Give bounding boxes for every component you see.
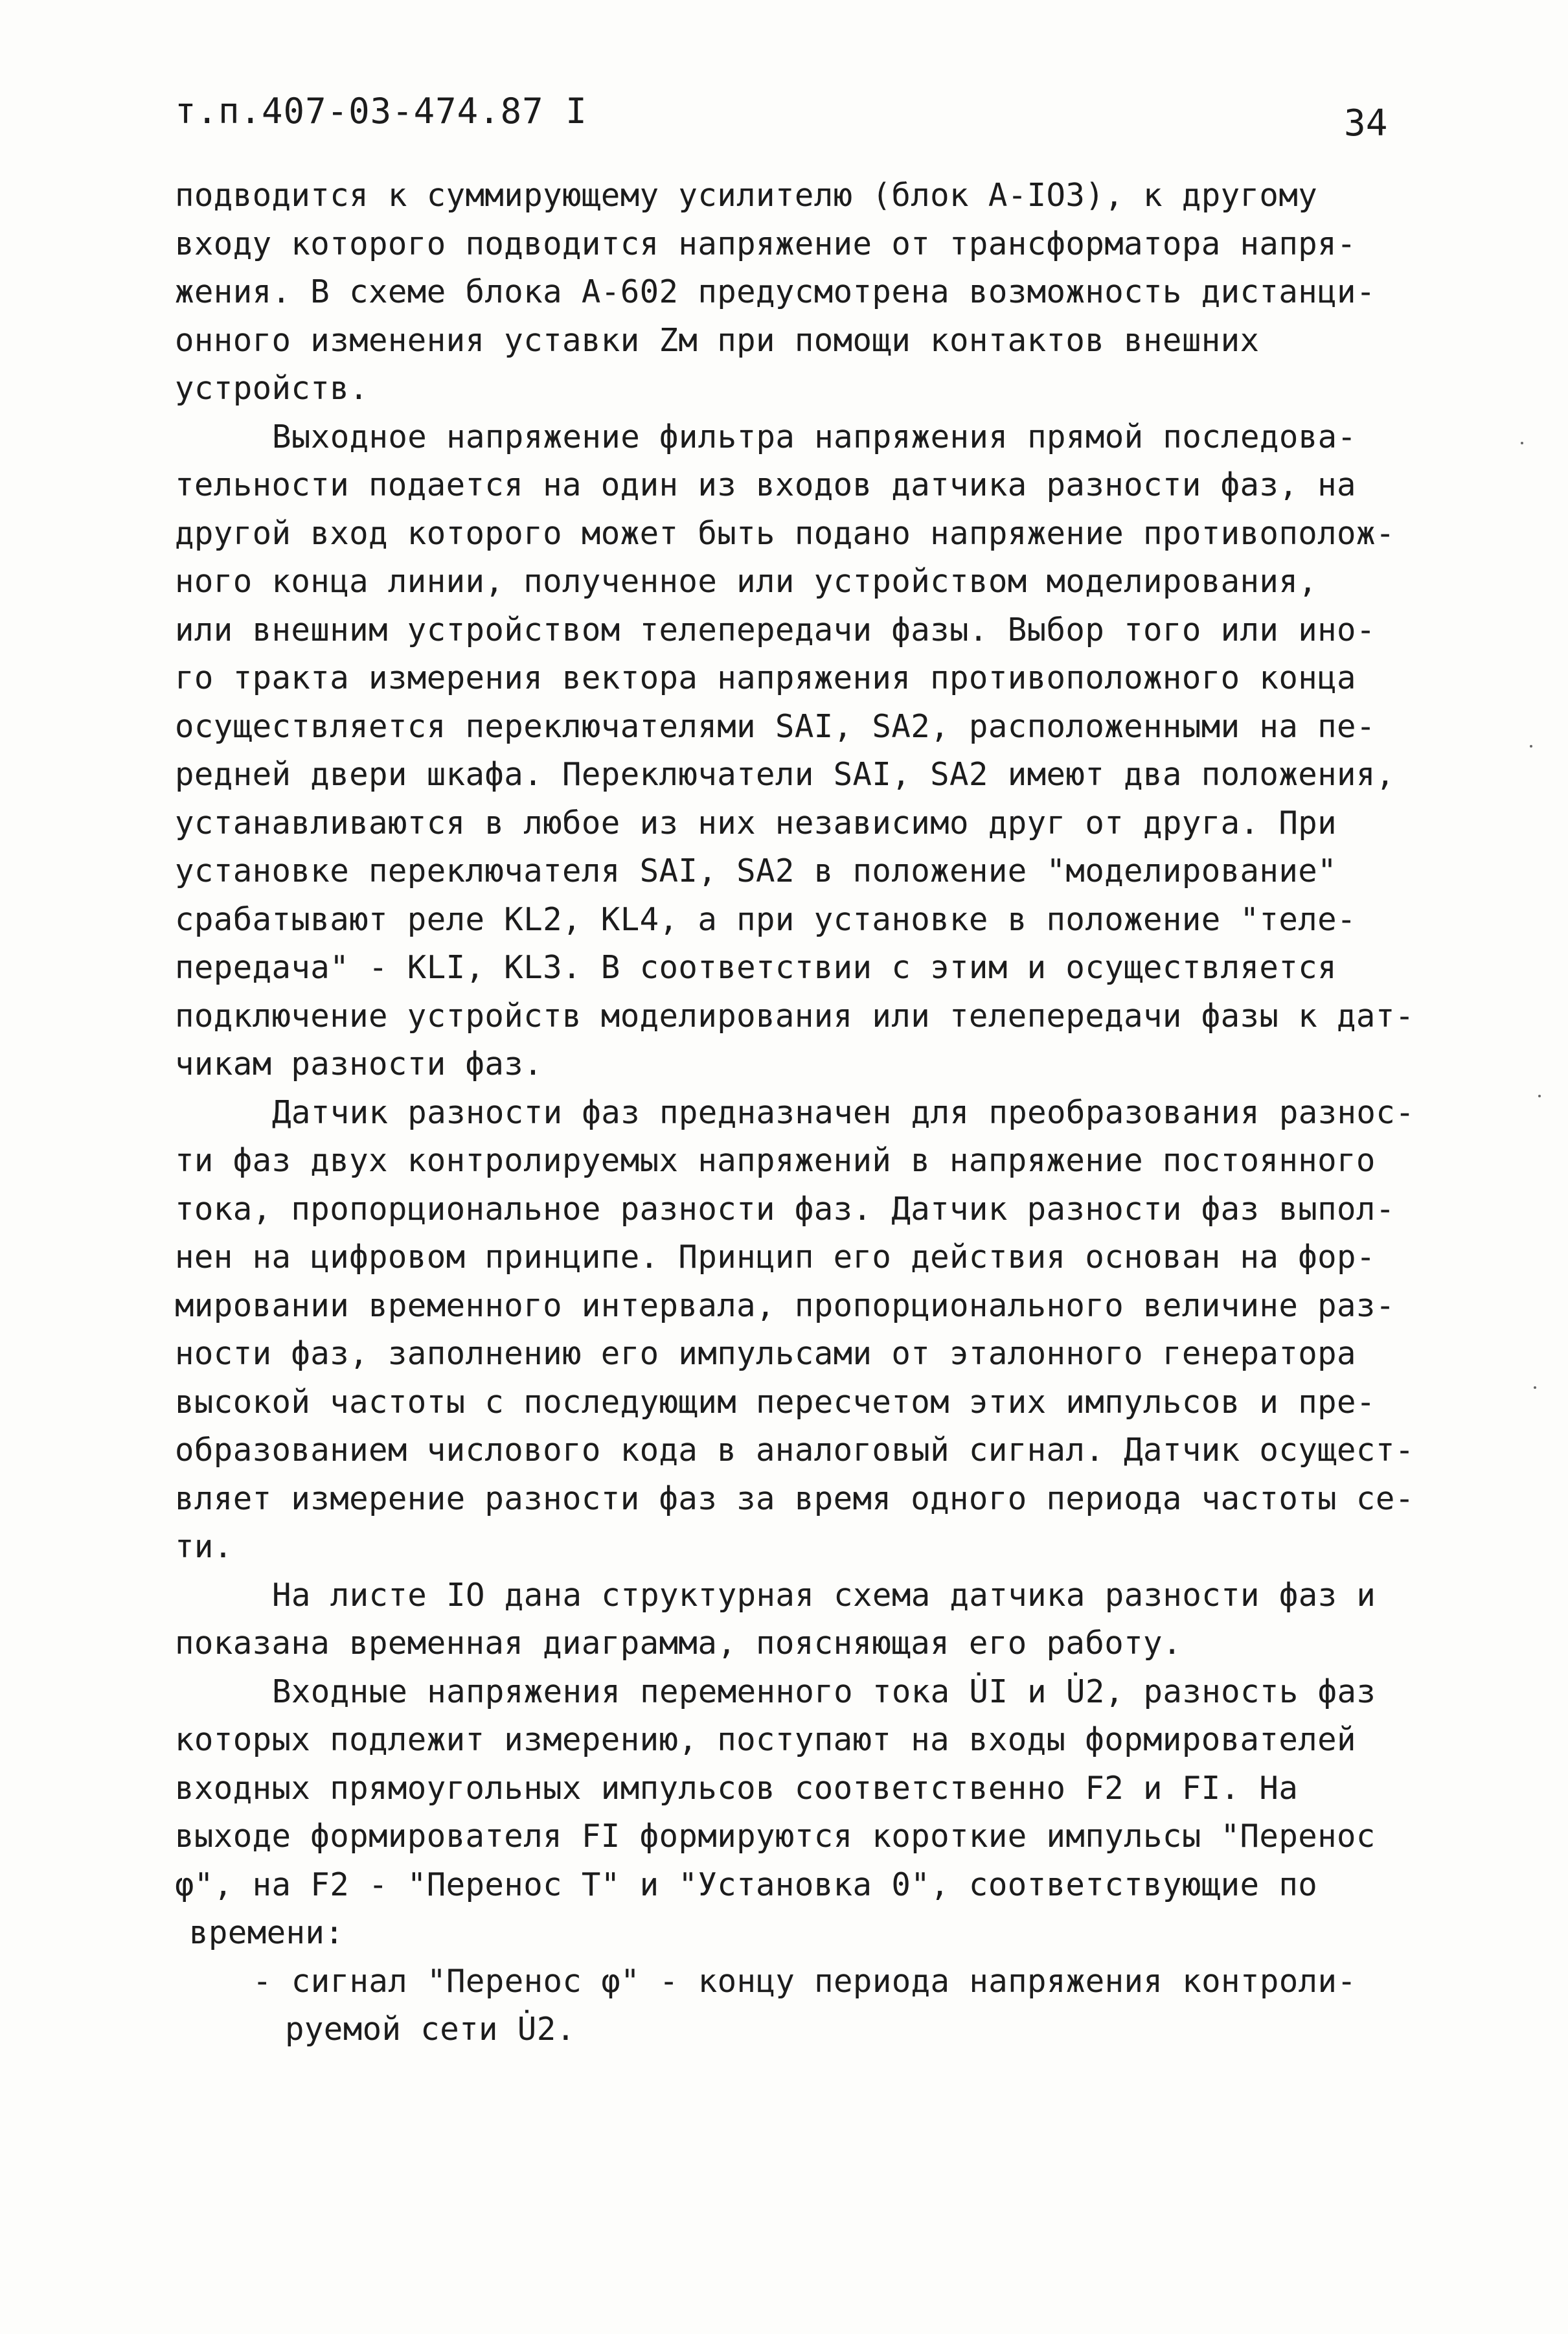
text-line: устанавливаются в любое из них независимо друг от друга. При bbox=[175, 804, 1337, 841]
text-line: чикам разности фаз. bbox=[175, 1046, 543, 1082]
text-line: или внешним устройством телепередачи фазы. Выбор того или ино- bbox=[175, 611, 1376, 648]
text-line: жения. В схеме блока А-602 предусмотрена возможность дистанци- bbox=[175, 273, 1376, 310]
text-line: передача" - KLI, KL3. В соответствии с этим и осуществляется bbox=[175, 949, 1337, 986]
text-line: ти фаз двух контролируемых напряжений в напряжение постоянного bbox=[175, 1142, 1376, 1179]
scan-speck bbox=[1538, 1095, 1541, 1097]
list-item-line: руемой сети U̇2. bbox=[285, 2011, 576, 2048]
scan-speck bbox=[1534, 1386, 1536, 1389]
paragraph-first-line: На листе IO дана структурная схема датчика разности фаз и bbox=[272, 1576, 1376, 1614]
document-code: т.п.407-03-474.87 I bbox=[175, 91, 587, 132]
text-line: тока, пропорциональное разности фаз. Датчик разности фаз выпол- bbox=[175, 1190, 1395, 1228]
list-item-line: - сигнал "Перенос φ" - концу периода напряжения контроли- bbox=[253, 1962, 1357, 2000]
text-line: ного конца линии, полученное или устройством моделирования, bbox=[175, 563, 1318, 600]
text-line: тельности подается на один из входов датчика разности фаз, на bbox=[175, 466, 1356, 503]
text-line: ности фаз, заполнению его импульсами от эталонного генератора bbox=[175, 1335, 1356, 1372]
scan-speck bbox=[1521, 442, 1523, 444]
text-line: образованием числового кода в аналоговый сигнал. Датчик осущест- bbox=[175, 1432, 1415, 1469]
text-line: которых подлежит измерению, поступают на входы формирователей bbox=[175, 1721, 1356, 1758]
text-line: входных прямоугольных импульсов соответственно F2 и FI. На bbox=[175, 1769, 1299, 1807]
text-line: входу которого подводится напряжение от трансформатора напря- bbox=[175, 225, 1356, 262]
text-line: осуществляется переключателями SAI, SA2, расположенными на пе- bbox=[175, 707, 1376, 745]
body-text bbox=[175, 172, 1444, 2054]
text-line: нен на цифровом принципе. Принцип его действия основан на фор- bbox=[175, 1239, 1376, 1276]
text-line: подключение устройств моделирования или телепередачи фазы к дат- bbox=[175, 997, 1415, 1035]
text-line: подводится к суммирующему усилителю (блок А-IO3), к другому bbox=[175, 177, 1318, 214]
scan-speck bbox=[1530, 745, 1532, 748]
page-number: 34 bbox=[1344, 102, 1388, 144]
text-line: мировании временного интервала, пропорционального величине раз- bbox=[175, 1287, 1395, 1324]
text-line: вляет измерение разности фаз за время одного периода частоты се- bbox=[175, 1480, 1415, 1517]
text-line: срабатывают реле KL2, KL4, а при установке в положение "теле- bbox=[175, 900, 1356, 938]
text-line: высокой частоты с последующим пересчетом этих импульсов и пре- bbox=[175, 1383, 1376, 1421]
paragraph-first-line: Выходное напряжение фильтра напряжения прямой последова- bbox=[272, 418, 1357, 455]
text-line: времени: bbox=[189, 1914, 345, 1951]
text-line: ти. bbox=[175, 1528, 233, 1565]
text-line: показана временная диаграмма, поясняющая его работу. bbox=[175, 1625, 1182, 1662]
text-line: онного изменения уставки Zм при помощи контактов внешних bbox=[175, 321, 1260, 359]
text-line: φ", на F2 - "Перенос Т" и "Установка 0", соответствующие по bbox=[175, 1866, 1318, 1903]
text-line: редней двери шкафа. Переключатели SAI, SA2 имеют два положения, bbox=[175, 756, 1395, 793]
paragraph-first-line: Входные напряжения переменного тока U̇I и U̇2, разность фаз bbox=[272, 1673, 1376, 1710]
text-line: выходе формирователя FI формируются короткие импульсы "Перенос bbox=[175, 1818, 1376, 1855]
paragraph-first-line: Датчик разности фаз предназначен для преобразования разнос- bbox=[272, 1093, 1415, 1131]
text-line: устройств. bbox=[175, 370, 369, 407]
text-line: другой вход которого может быть подано напряжение противополож- bbox=[175, 514, 1395, 552]
text-line: го тракта измерения вектора напряжения противоположного конца bbox=[175, 659, 1356, 696]
text-line: установке переключателя SAI, SA2 в положение "моделирование" bbox=[175, 852, 1337, 889]
